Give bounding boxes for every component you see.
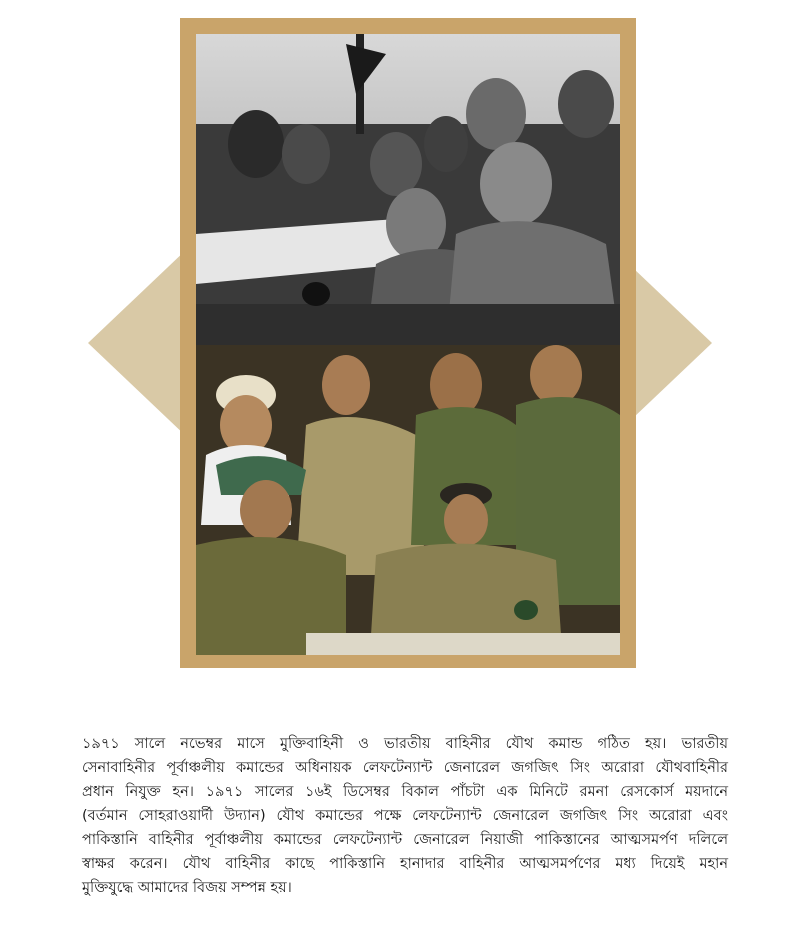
decorative-diamond-left	[88, 248, 188, 438]
surrender-signing-bw-photo	[196, 34, 620, 346]
surrender-signing-color-photo	[196, 345, 620, 655]
caption-line: মুক্তিযুদ্ধে আমাদের বিজয় সম্পন্ন হয়।	[82, 880, 292, 896]
color-photo-image	[196, 345, 620, 655]
bw-photo-image	[196, 34, 620, 346]
caption-line: ১৯৭১ সালে নভেম্বর মাসে মুক্তিবাহিনী ও ভারতীয় বাহিনীর যৌথ কমান্ড গঠিত হয়। ভারতীয়	[82, 736, 728, 752]
caption-line: পাকিস্তানি বাহিনীর পূর্বাঞ্চলীয় কমান্ডের লেফটেন্যান্ট জেনারেল নিয়াজী পাকিস্তানের আত্মসমর্পণ দলিলে	[82, 832, 728, 848]
photo-frame	[180, 18, 636, 668]
caption-line: সেনাবাহিনীর পূর্বাঞ্চলীয় কমান্ডের অধিনায়ক লেফটেন্যান্ট জেনারেল জগজিৎ সিং অরোরা যৌথবাহিনীর	[82, 760, 728, 776]
caption-line: প্রধান নিযুক্ত হন। ১৯৭১ সালের ১৬ই ডিসেম্বর বিকাল পাঁচটা এক মিনিটে রমনা রেসকোর্স ময়দানে	[82, 784, 728, 800]
caption-paragraph	[82, 732, 728, 900]
caption-line: (বর্তমান সোহরাওয়ার্দী উদ্যান) যৌথ কমান্ডের পক্ষে লেফটেন্যান্ট জেনারেল জগজিৎ সিং অরোরা এবং	[82, 808, 728, 824]
caption-line: স্বাক্ষর করেন। যৌথ বাহিনীর কাছে পাকিস্তানি হানাদার বাহিনীর আত্মসমর্পণের মধ্য দিয়েই মহান	[82, 856, 728, 872]
